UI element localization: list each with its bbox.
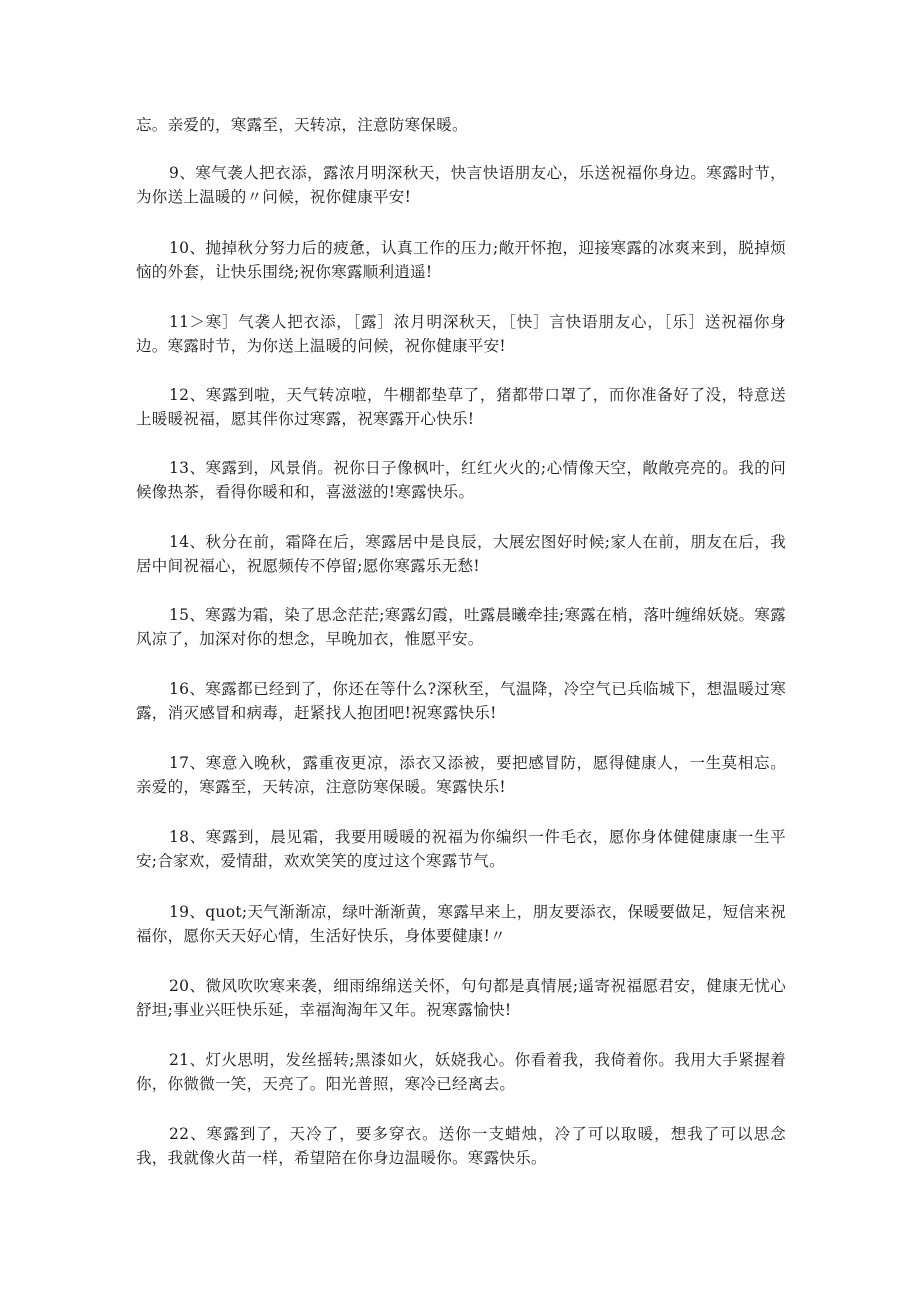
paragraph-18: 18、寒露到，晨见霜，我要用暖暖的祝福为你编织一件毛衣，愿你身体健健康康一生平安;合家欢，爱情甜，欢欢笑笑的度过这个寒露节气。 — [136, 828, 786, 870]
paragraph-9: 9、寒气袭人把衣添，露浓月明深秋天，快言快语朋友心，乐送祝福你身边。寒露时节，为你送上温暖的〃问候，祝你健康平安! — [136, 164, 786, 206]
paragraph-10: 10、抛掉秋分努力后的疲惫，认真工作的压力;敞开怀抱，迎接寒露的冰爽来到，脱掉烦恼的外套，让快乐围绕;祝你寒露顺利逍遥! — [136, 239, 786, 281]
paragraph-13: 13、寒露到，风景俏。祝你日子像枫叶，红红火火的;心情像天空，敞敞亮亮的。我的问候像热茶，看得你暖和和，喜滋滋的!寒露快乐。 — [136, 459, 786, 501]
paragraph-20: 20、微风吹吹寒来袭，细雨绵绵送关怀，句句都是真情展;遥寄祝福愿君安，健康无忧心舒坦;事业兴旺快乐延，幸福淘淘年又年。祝寒露愉快! — [136, 977, 786, 1019]
lead-line: 忘。亲爱的，寒露至，天转凉，注意防寒保暖。 — [136, 116, 468, 134]
paragraph-14: 14、秋分在前，霜降在后，寒露居中是良辰，大展宏图好时候;家人在前，朋友在后，我居中间祝福心，祝愿频传不停留;愿你寒露乐无愁! — [136, 533, 786, 575]
paragraph-21: 21、灯火思明，发丝摇转;黑漆如火，妖娆我心。你看着我，我倚着你。我用大手紧握着你，你微微一笑，天亮了。阳光普照，寒冷已经离去。 — [136, 1051, 786, 1093]
paragraph-17: 17、寒意入晚秋，露重夜更凉，添衣又添被，要把感冒防，愿得健康人，一生莫相忘。亲爱的，寒露至，天转凉，注意防寒保暖。寒露快乐! — [136, 754, 786, 796]
paragraph-22: 22、寒露到了，天冷了，要多穿衣。送你一支蜡烛，冷了可以取暖，想我了可以思念我，我就像火苗一样，希望陪在你身边温暖你。寒露快乐。 — [136, 1125, 786, 1167]
paragraph-11: 11＞寒］气袭人把衣添，［露］浓月明深秋天，［快］言快语朋友心，［乐］送祝福你身边。寒露时节，为你送上温暖的问候，祝你健康平安! — [136, 313, 786, 355]
paragraph-12: 12、寒露到啦，天气转凉啦，牛棚都垫草了，猪都带口罩了，而你准备好了没，特意送上暖暖祝福，愿其伴你过寒露，祝寒露开心快乐! — [136, 386, 786, 428]
paragraph-19: 19、quot;天气渐渐凉，绿叶渐渐黄，寒露早来上，朋友要添衣，保暖要做足，短信来祝福你，愿你天天好心情，生活好快乐，身体要健康!〃 — [136, 903, 786, 945]
paragraph-15: 15、寒露为霜，染了思念茫茫;寒露幻霞，吐露晨曦牵挂;寒露在梢，落叶缠绵妖娆。寒露风凉了，加深对你的想念，早晚加衣，惟愿平安。 — [136, 606, 786, 648]
paragraph-16: 16、寒露都已经到了，你还在等什么?深秋至，气温降，冷空气已兵临城下，想温暖过寒露，消灭感冒和病毒，赶紧找人抱团吧!祝寒露快乐! — [136, 680, 786, 722]
